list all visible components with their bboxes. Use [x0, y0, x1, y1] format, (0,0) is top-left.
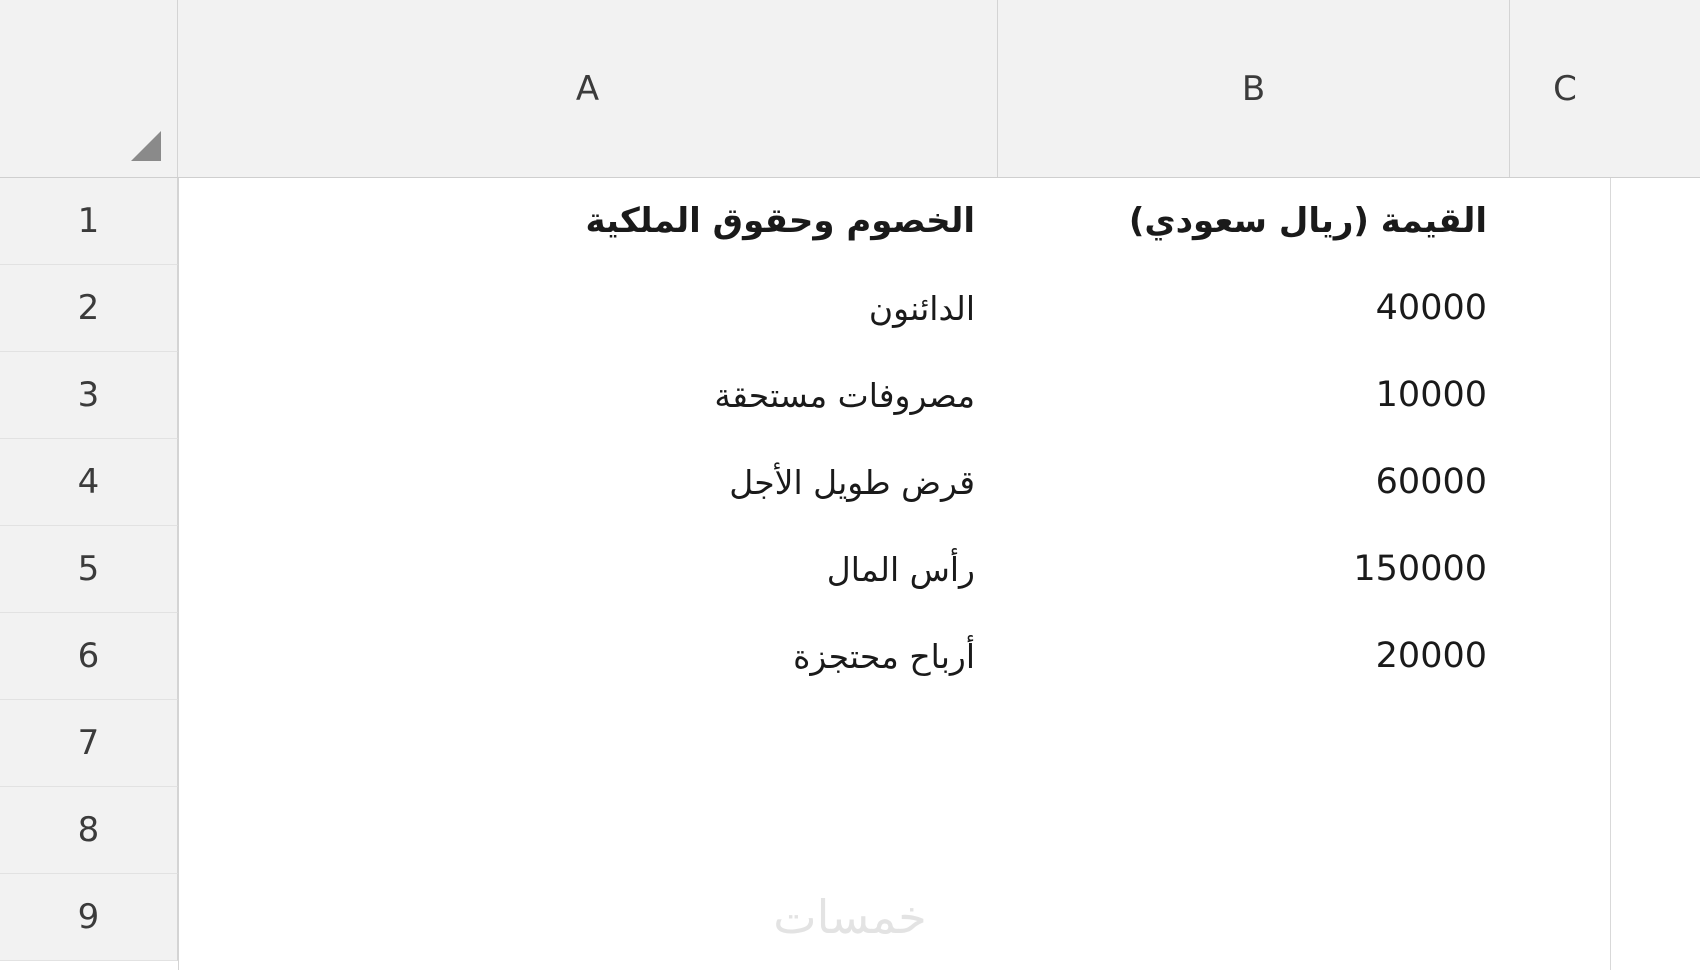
cell-a5[interactable]: رأس المال: [178, 526, 998, 613]
row-header-1[interactable]: 1: [0, 178, 178, 265]
row-header-6[interactable]: 6: [0, 613, 178, 700]
cell-b6[interactable]: 20000: [998, 613, 1510, 700]
watermark-text: خمسات: [773, 890, 927, 944]
header-bottom-rule: [0, 177, 1700, 178]
cell-c9[interactable]: [1510, 874, 1620, 961]
cell-d9[interactable]: [1620, 874, 1700, 961]
cell-a8[interactable]: [178, 787, 998, 874]
cell-d7[interactable]: [1620, 700, 1700, 787]
column-header-b[interactable]: B: [998, 0, 1510, 178]
cell-d4[interactable]: [1620, 439, 1700, 526]
cell-c8[interactable]: [1510, 787, 1620, 874]
cell-a6[interactable]: أرباح محتجزة: [178, 613, 998, 700]
cell-d1[interactable]: [1620, 178, 1700, 265]
row-header-7[interactable]: 7: [0, 700, 178, 787]
cell-b8[interactable]: [998, 787, 1510, 874]
cell-d2[interactable]: [1620, 265, 1700, 352]
cell-d5[interactable]: [1620, 526, 1700, 613]
cell-d8[interactable]: [1620, 787, 1700, 874]
cell-c3[interactable]: [1510, 352, 1620, 439]
row-header-divider: [178, 178, 179, 970]
column-header-a[interactable]: A: [178, 0, 998, 178]
column-header-spacer: [1620, 0, 1700, 178]
cell-c5[interactable]: [1510, 526, 1620, 613]
cell-b9[interactable]: [998, 874, 1510, 961]
cell-a4[interactable]: قرض طويل الأجل: [178, 439, 998, 526]
cell-b5[interactable]: 150000: [998, 526, 1510, 613]
cell-c4[interactable]: [1510, 439, 1620, 526]
cell-b4[interactable]: 60000: [998, 439, 1510, 526]
row-header-4[interactable]: 4: [0, 439, 178, 526]
row-header-8[interactable]: 8: [0, 787, 178, 874]
cell-b2[interactable]: 40000: [998, 265, 1510, 352]
cell-b3[interactable]: 10000: [998, 352, 1510, 439]
cell-d3[interactable]: [1620, 352, 1700, 439]
cell-a3[interactable]: مصروفات مستحقة: [178, 352, 998, 439]
column-header-c[interactable]: C: [1510, 0, 1620, 178]
column-c-divider: [1610, 178, 1611, 970]
row-header-5[interactable]: 5: [0, 526, 178, 613]
cell-a2[interactable]: الدائنون: [178, 265, 998, 352]
cell-a7[interactable]: [178, 700, 998, 787]
row-header-3[interactable]: 3: [0, 352, 178, 439]
cell-a1[interactable]: الخصوم وحقوق الملكية: [178, 178, 998, 265]
select-all-corner[interactable]: [0, 0, 178, 178]
cell-c6[interactable]: [1510, 613, 1620, 700]
cell-c7[interactable]: [1510, 700, 1620, 787]
select-all-triangle-icon: [131, 131, 161, 161]
cell-b7[interactable]: [998, 700, 1510, 787]
cell-c1[interactable]: [1510, 178, 1620, 265]
cell-b1[interactable]: القيمة (ريال سعودي): [998, 178, 1510, 265]
row-header-9[interactable]: 9: [0, 874, 178, 961]
cell-c2[interactable]: [1510, 265, 1620, 352]
cell-d6[interactable]: [1620, 613, 1700, 700]
row-header-2[interactable]: 2: [0, 265, 178, 352]
